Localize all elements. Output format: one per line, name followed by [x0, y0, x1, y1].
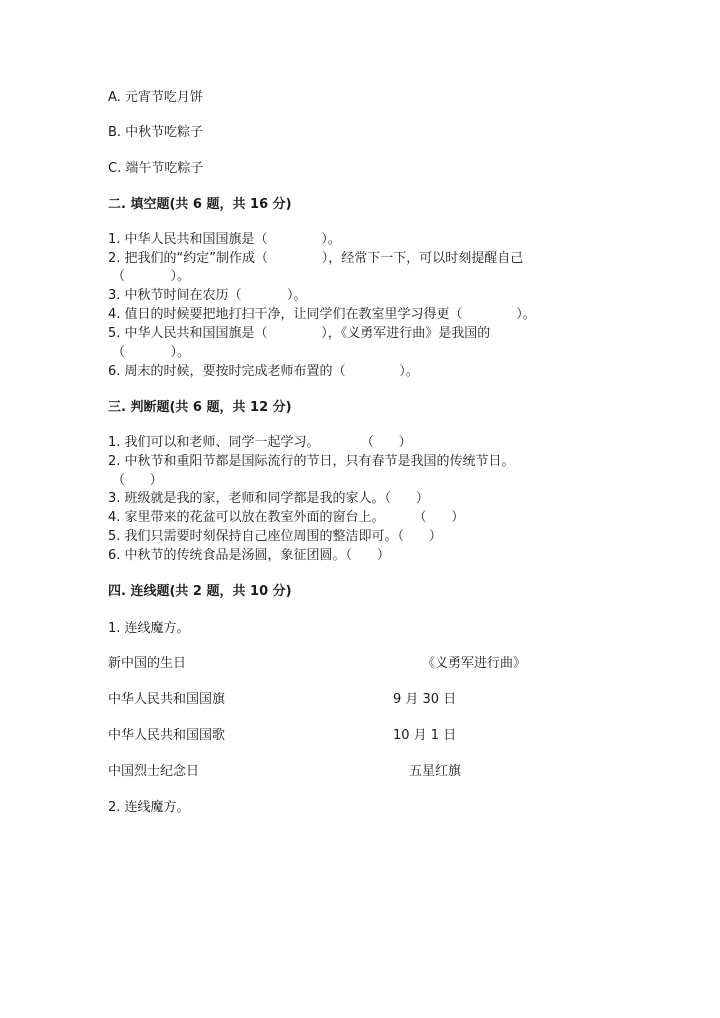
- fill-question-4: 4. 值日的时候要把地打扫干净，让同学们在教室里学习得更（ ）。: [108, 307, 536, 322]
- fill-question-5-continued: （ ）。: [112, 345, 190, 360]
- match-question-1-title: 1. 连线魔方。: [108, 621, 190, 636]
- judge-question-4: 4. 家里带来的花盆可以放在教室外面的窗台上。 （ ）: [108, 510, 465, 525]
- option-b: B. 中秋节吃粽子: [108, 125, 204, 140]
- match-question-2-title: 2. 连线魔方。: [108, 800, 190, 815]
- fill-question-6: 6. 周末的时候，要按时完成老师布置的（ ）。: [108, 364, 419, 379]
- judge-question-6: 6. 中秋节的传统食品是汤圆，象征团圆。（ ）: [108, 548, 390, 563]
- match-right-item: 五星红旗: [409, 764, 462, 779]
- judge-question-1: 1. 我们可以和老师、同学一起学习。 （ ）: [108, 435, 412, 450]
- match-right-item: 《义勇军进行曲》: [422, 656, 527, 671]
- option-a: A. 元宵节吃月饼: [108, 90, 203, 105]
- judge-section-heading: 三. 判断题(共 6 题，共 12 分): [108, 400, 292, 415]
- judge-question-2: 2. 中秋节和重阳节都是国际流行的节日，只有春节是我国的传统节日。: [108, 454, 515, 469]
- match-section-heading: 四. 连线题(共 2 题，共 10 分): [108, 584, 292, 599]
- judge-question-2-continued: （ ）: [112, 473, 163, 488]
- match-left-item: 中国烈士纪念日: [108, 764, 200, 779]
- fill-question-2: 2. 把我们的“约定”制作成（ ），经常下一下，可以时刻提醒自己: [108, 251, 524, 266]
- fill-question-5: 5. 中华人民共和国国旗是（ ），《义勇军进行曲》是我国的: [108, 326, 491, 341]
- match-right-item: 9 月 30 日: [393, 692, 457, 707]
- fill-question-1: 1. 中华人民共和国国旗是（ ）。: [108, 232, 341, 247]
- option-c: C. 端午节吃粽子: [108, 161, 204, 176]
- fill-section-heading: 二. 填空题(共 6 题，共 16 分): [108, 197, 292, 212]
- match-left-item: 新中国的生日: [108, 656, 187, 671]
- match-left-item: 中华人民共和国国歌: [108, 728, 226, 743]
- match-right-item: 10 月 1 日: [393, 728, 457, 743]
- fill-question-3: 3. 中秋节时间在农历（ ）。: [108, 288, 307, 303]
- match-left-item: 中华人民共和国国旗: [108, 692, 226, 707]
- judge-question-5: 5. 我们只需要时刻保持自己座位周围的整洁即可。（ ）: [108, 529, 442, 544]
- fill-question-2-continued: （ ）。: [112, 269, 190, 284]
- judge-question-3: 3. 班级就是我的家，老师和同学都是我的家人。（ ）: [108, 491, 429, 506]
